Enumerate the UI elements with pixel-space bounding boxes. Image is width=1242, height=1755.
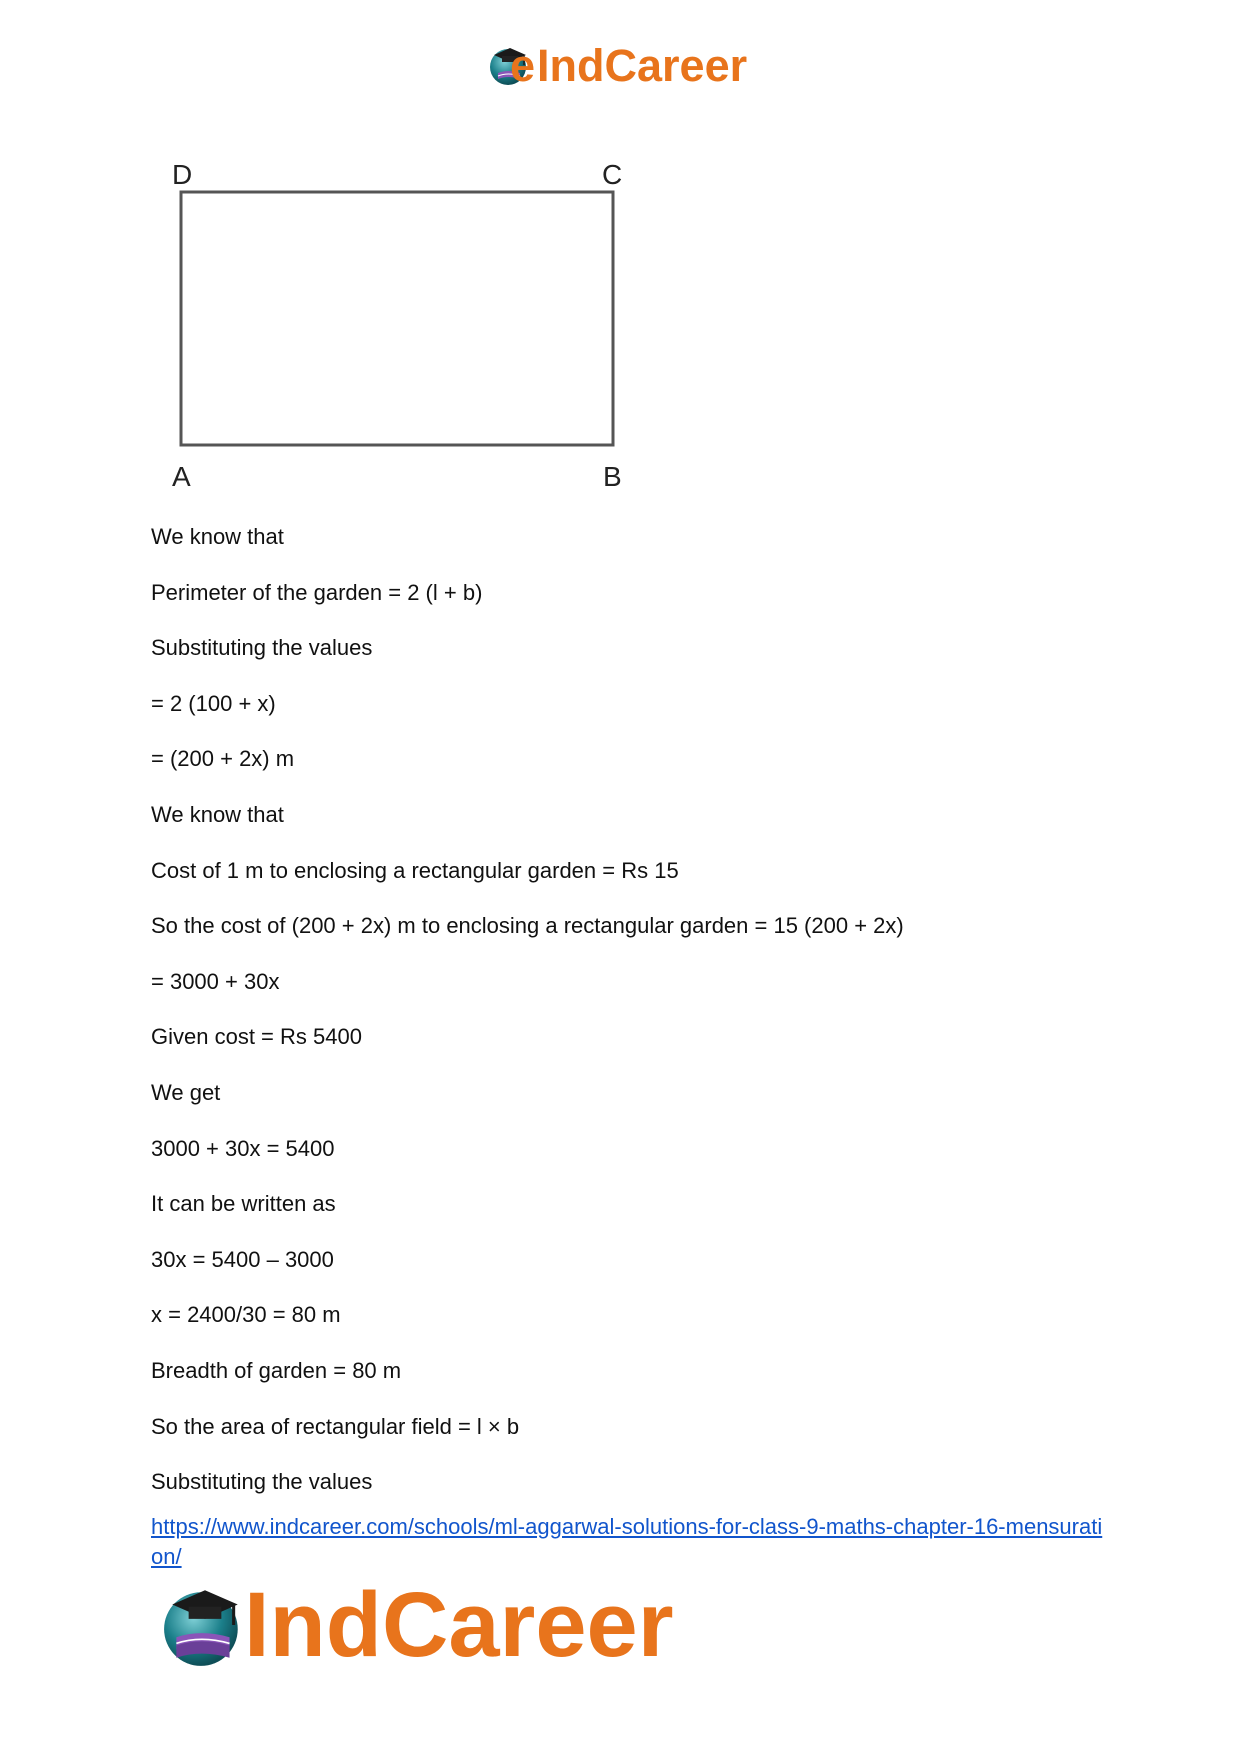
text-line: x = 2400/30 = 80 m — [151, 1302, 341, 1328]
graduation-globe-icon — [160, 1580, 250, 1670]
vertex-label-c: C — [602, 159, 623, 190]
text-line: Given cost = Rs 5400 — [151, 1024, 362, 1050]
vertex-label-d: D — [172, 159, 193, 190]
vertex-label-b: B — [603, 461, 622, 492]
solution-text — [151, 524, 1131, 1525]
text-line: 30x = 5400 – 3000 — [151, 1246, 334, 1272]
header-logo[interactable] — [488, 40, 747, 90]
text-line: = 2 (100 + x) — [151, 690, 276, 716]
text-line: Substituting the values — [151, 1469, 373, 1495]
text-line: We know that — [151, 524, 284, 549]
text-line: Breadth of garden = 80 m — [151, 1357, 402, 1383]
text-line: So the cost of (200 + 2x) m to enclosing a rectangular garden = 15 (200 + 2x) — [151, 913, 904, 939]
text-line: We get — [151, 1079, 221, 1105]
text-line: So the area of rectangular field = l × b — [151, 1413, 520, 1439]
footer-logo-text: IndCareer — [244, 1574, 674, 1676]
text-line: = (200 + 2x) m — [151, 746, 295, 772]
source-url-link[interactable]: https://www.indcareer.com/schools/ml-aggarwal-solutions-for-class-9-maths-chapter-16-mensuration/ — [151, 1514, 1103, 1569]
text-line: 3000 + 30x = 5400 — [151, 1135, 335, 1161]
text-line: It can be written as — [151, 1191, 336, 1217]
text-line: Perimeter of the garden = 2 (l + b) — [151, 579, 483, 605]
text-line: We know that — [151, 801, 284, 827]
text-line: Substituting the values — [151, 635, 373, 661]
text-line: = 3000 + 30x — [151, 968, 280, 994]
header-logo-text: IndCareer — [537, 39, 748, 91]
footer-logo[interactable] — [160, 1575, 674, 1675]
text-line: Cost of 1 m to enclosing a rectangular garden = Rs 15 — [151, 857, 679, 883]
rectangle-diagram — [160, 150, 640, 500]
vertex-label-a: A — [172, 461, 191, 492]
rectangle-abcd — [181, 192, 613, 445]
header-logo-e: e — [510, 39, 536, 91]
